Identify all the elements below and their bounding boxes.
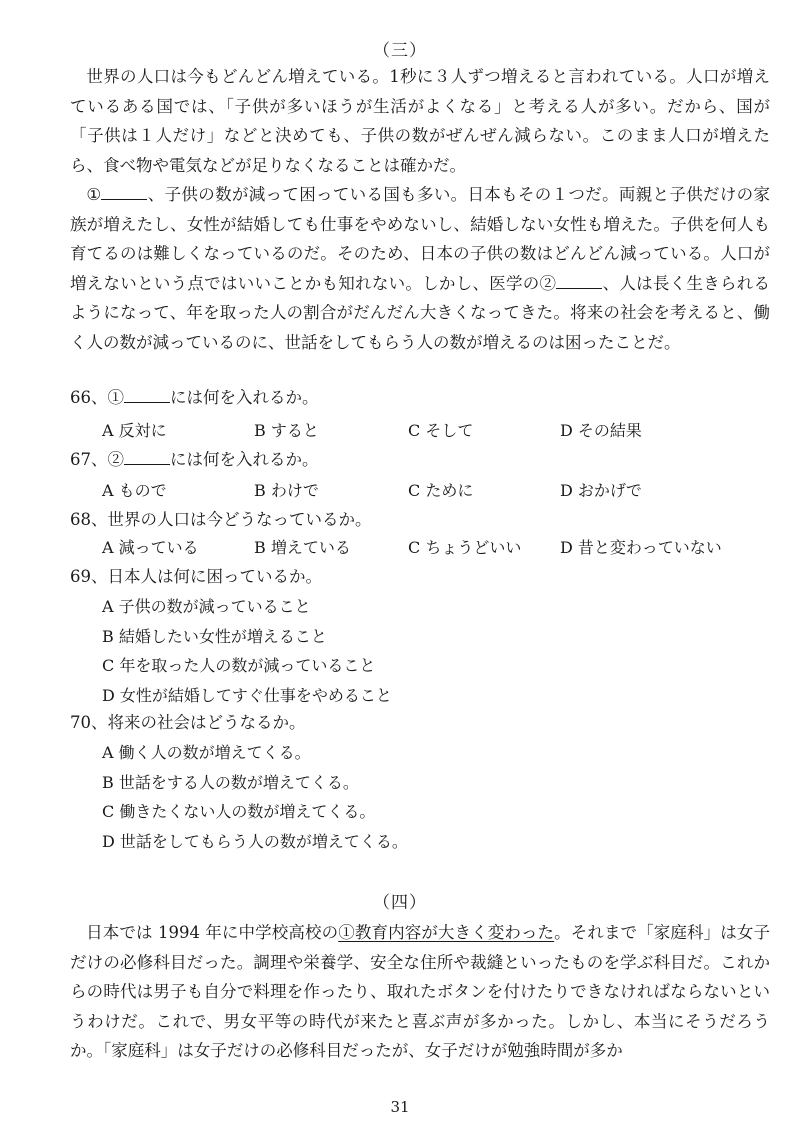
option-a: A 働く人の数が増えてくる。 (102, 743, 311, 762)
question-66-options (102, 417, 782, 445)
question-70 (70, 709, 306, 737)
question-number: 66、 (70, 388, 108, 407)
question-number: 69、 (70, 567, 108, 586)
section-3-title: （三） (373, 41, 427, 61)
option-d: D 世話をしてもらう人の数が増えてくる。 (102, 831, 408, 851)
question-number: 68、 (70, 510, 108, 529)
question-67 (70, 446, 319, 474)
question-blank-mark: ② (107, 450, 124, 469)
option-d: D その結果 (560, 421, 642, 440)
option-b: B わけで (254, 481, 319, 500)
blank-2-mark: ② (539, 273, 557, 293)
option-b: B 世話をする人の数が増えてくる。 (102, 772, 359, 792)
option-d: D 女性が結婚してすぐ仕事をやめること (102, 685, 392, 705)
blank-2 (556, 274, 602, 289)
question-66 (70, 384, 319, 412)
option-a: A 反対に (102, 421, 167, 440)
option-c: C 働きたくない人の数が増えてくる。 (102, 802, 376, 821)
question-text: には何を入れるか。 (170, 388, 319, 407)
question-blank-mark: ① (107, 388, 124, 407)
option-c: C そして (408, 421, 474, 440)
option-d: D おかげで (560, 481, 642, 500)
section-3-paragraph-1 (70, 62, 770, 180)
section-3-paragraph-2-text-a: 、子供の数が減って困っている国も多い。日本もその１つだ。両親と子供だけの家族が増えたし、女性が結婚しても仕事をやめないし、結婚しない女性も増えた。子供を何人も育てるのは難しくなっているのだ。そのため、日本の子供の数はどんどん減っている。人口が増えないという点ではいいことかも知れない。しかし、医学の (70, 185, 771, 293)
blank-1 (101, 185, 147, 200)
option-d: D 昔と変わっていない (560, 538, 722, 557)
section-4-title: （四） (373, 893, 427, 913)
blank-1-mark: ① (86, 185, 102, 204)
option-a: A もので (102, 481, 167, 500)
section-3-paragraph-1-text: 世界の人口は今もどんどん増えている。1秒に３人ずつ増えると言われている。人口が増えているある国では、「子供が多いほうが生活がよくなる」と考える人が多い。だから、国が「子供は１人だけ」などと決めても、子供の数がぜんぜん減らない。このまま人口が増えたら、食べ物や電気などが足りなくなることは確かだ。 (70, 67, 771, 175)
question-67-options (102, 477, 782, 505)
question-number: 67、 (70, 450, 108, 469)
question-70-options (102, 738, 408, 856)
question-text: 日本人は何に困っているか。 (107, 567, 322, 586)
question-blank (124, 450, 170, 465)
question-text: 世界の人口は今どうなっているか。 (107, 510, 372, 529)
option-b: B 結婚したい女性が増えること (102, 626, 327, 646)
underlined-phrase: ①教育内容が大きく変わった (338, 923, 555, 942)
question-number: 70、 (70, 713, 108, 732)
option-a: A 子供の数が減っていること (102, 597, 311, 616)
option-a: A 減っている (102, 538, 199, 557)
question-69-options (102, 592, 392, 710)
question-blank (124, 388, 170, 403)
option-c: C ために (408, 481, 474, 500)
question-text: 将来の社会はどうなるか。 (107, 713, 306, 732)
option-b: B すると (254, 421, 319, 440)
section-3-paragraph-2-text-b: 、人は長く生きられるようになって、年を取った人の割合がだんだん大きくなってきた。将来の社会を考えると、働く人の数が減っているのに、世話をしてもらう人の数が増えるのは困ったことだ。 (70, 273, 771, 352)
option-b: B 増えている (254, 538, 351, 557)
question-68-options (102, 534, 782, 562)
question-69 (70, 563, 322, 591)
section-4-text-a: 日本では 1994 年に中学校高校の (86, 923, 339, 942)
section-4-text-b: 。それまで「家庭科」は女子だけの必修科目だった。調理や栄養学、安全な住所や裁縫といったものを学ぶ科目だ。これからの時代は男子も自分で料理を作ったり、取れたボタンを付けたりできなければならないというわけだ。これで、男女平等の時代が来たと喜ぶ声が多かった。しかし、本当にそうだろうか。「家庭科」は女子だけの必修科目だったが、女子だけが勉強時間が多か (70, 923, 770, 1060)
section-4-paragraph (70, 918, 770, 1066)
page-number: 31 (390, 1098, 410, 1116)
option-c: C ちょうどいい (408, 538, 522, 557)
question-68 (70, 506, 372, 534)
section-3-paragraph-2 (70, 180, 770, 357)
question-text: には何を入れるか。 (170, 450, 319, 469)
option-c: C 年を取った人の数が減っていること (102, 656, 376, 675)
